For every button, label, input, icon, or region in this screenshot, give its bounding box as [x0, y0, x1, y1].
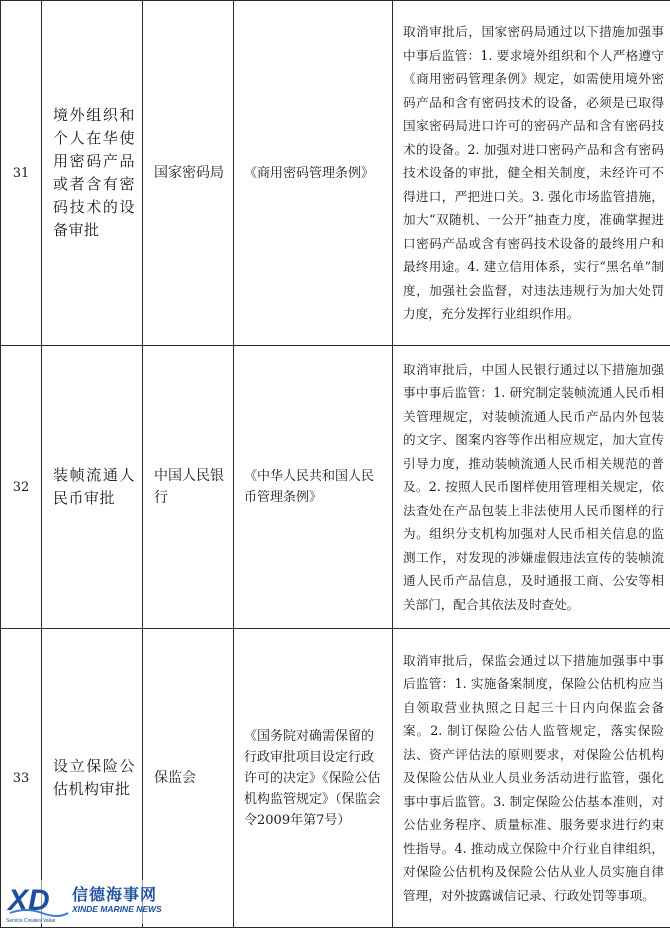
table-row [1, 346, 670, 629]
supervision-measures: 取消审批后，国家密码局通过以下措施加强事中事后监管：1. 要求境外组织和个人严格遵守《商用密码管理条例》规定，如需使用境外密码产品和含有密码技术的设备，必须是已取得国家密码局进口许可的密码产品和含有密码技术的设备。2. 加强对进口密码产品和含有密码技术设备的审批，健全相关制度，未经许可不得进口，严把进口关。3. 强化市场监管措施，加大“双随机、一公开”抽查力度，准确掌握进口密码产品或含有密码技术设备的最终用户和最终用途。4. 建立信用体系，实行“黑名单”制度，加强社会监督，对违法违规行为加大处罚力度，充分发挥行业组织作用。 [393, 1, 670, 346]
xinde-logo-icon [6, 880, 70, 920]
approval-item: 设立保险公估机构审批 [42, 629, 143, 928]
department: 中国人民银行 [143, 346, 234, 629]
svg-text:XD: XD [6, 884, 50, 917]
legal-basis: 《国务院对确需保留的行政审批项目设定行政许可的决定》《保险公估机构监管规定》（保监会令2009年第7号） [234, 629, 393, 928]
department: 保监会 [143, 629, 234, 928]
legal-basis: 《商用密码管理条例》 [234, 1, 393, 346]
row-number: 31 [1, 1, 42, 346]
department: 国家密码局 [143, 1, 234, 346]
row-number: 33 [1, 629, 42, 928]
approval-item: 装帧流通人民币审批 [42, 346, 143, 629]
watermark-name-en: XINDE MARINE NEWS [72, 904, 162, 914]
watermark-slogan: Service Creates Value [6, 918, 55, 924]
watermark [6, 880, 176, 924]
approval-item: 境外组织和个人在华使用密码产品或者含有密码技术的设备审批 [42, 1, 143, 346]
row-number: 32 [1, 346, 42, 629]
legal-basis: 《中华人民共和国人民币管理条例》 [234, 346, 393, 629]
supervision-measures: 取消审批后，保监会通过以下措施加强事中事后监管：1. 实施备案制度，保险公估机构应当自领取营业执照之日起三十日内向保监会备案。2. 制订保险公估人监管规定，落实保险法、资产评估法的原则要求，对保险公估机构及保险公估从业人员业务活动进行监管，强化事中事后监管。3. 制定保险公估基本准则，对公估业务程序、质量标准、服务要求进行约束性指导。4. 推动成立保险中介行业自律组织，对保险公估机构及保险公估从业人员实施自律管理，对外披露诚信记录、行政处罚等事项。 [393, 629, 670, 928]
watermark-name-cn: 信德海事网 [72, 882, 157, 905]
supervision-measures: 取消审批后，中国人民银行通过以下措施加强事中事后监管：1. 研究制定装帧流通人民币相关管理规定，对装帧流通人民币产品内外包装的文字、图案内容等作出相应规定，加大宣传引导力度，推动装帧流通人民币相关规范的普及。2. 按照人民币图样使用管理相关规定，依法查处在产品包装上非法使用人民币图样的行为。组织分支机构加强对人民币相关信息的监测工作，对发现的涉嫌虚假违法宣传的装帧流通人民币产品信息，及时通报工商、公安等相关部门，配合其依法及时查处。 [393, 346, 670, 629]
table-row [1, 1, 670, 346]
